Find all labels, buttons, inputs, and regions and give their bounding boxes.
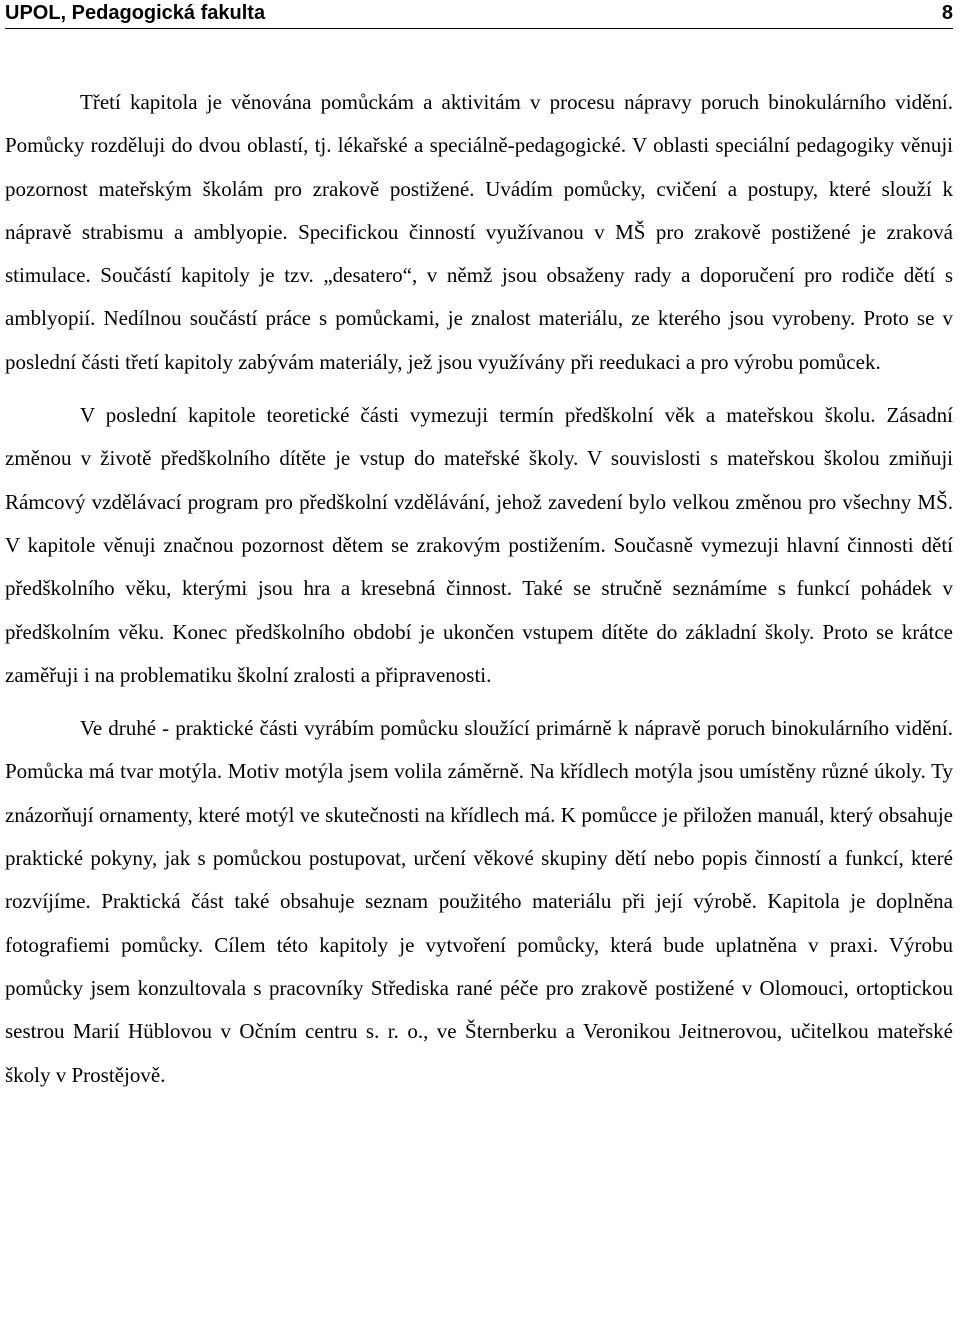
paragraph-last-chapter: V poslední kapitole teoretické části vymezuji termín předškolní věk a mateřskou školu. Zásadní změnou v životě předškolního dítěte je vstup do mateřské školy. V souvislosti s mateřskou školou zmiňuji Rámcový vzdělávací program pro předškolní vzdělávání, jehož zavedení bylo velkou změnou pro všechny MŠ. V kapitole věnuji značnou pozornost dětem se zrakovým postižením. Současně vymezuji hlavní činnosti dětí předškolního věku, kterými jsou hra a kresebná činnost. Také se stručně seznámíme s funkcí pohádek v předškolním věku. Konec předškolního období je ukončen vstupem dítěte do základní školy. Proto se krátce zaměřuji i na problematiku školní zralosti a připravenosti. xyxy=(5,403,953,687)
page-header xyxy=(5,0,953,29)
header-title: UPOL, Pedagogická fakulta xyxy=(5,2,266,24)
paragraph-chapter-three: Třetí kapitola je věnována pomůckám a aktivitám v procesu nápravy poruch binokulárního vidění. Pomůcky rozděluji do dvou oblastí, tj. lékařské a speciálně-pedagogické. V oblasti speciální pedagogiky věnuji pozornost mateřským školám pro zrakově postižené. Uvádím pomůcky, cvičení a postupy, které slouží k nápravě strabismu a amblyopie. Specifickou činností využívanou v MŠ pro zrakově postižené je zraková stimulace. Součástí kapitoly je tzv. „desatero“, v němž jsou obsaženy rady a doporučení pro rodiče dětí s amblyopií. Nedílnou součástí práce s pomůckami, je znalost materiálu, ze kterého jsou vyrobeny. Proto se v poslední části třetí kapitoly zabývám materiály, jež jsou využívány při reedukaci a pro výrobu pomůcek. xyxy=(5,90,953,374)
body-text xyxy=(5,81,953,1097)
page-number: 8 xyxy=(941,2,953,24)
paragraph-practical-part: Ve druhé - praktické části vyrábím pomůcku sloužící primárně k nápravě poruch binokulárního vidění. Pomůcka má tvar motýla. Motiv motýla jsem volila záměrně. Na křídlech motýla jsou umístěny různé úkoly. Ty znázorňují ornamenty, které motýl ve skutečnosti na křídlech má. K pomůcce je přiložen manuál, který obsahuje praktické pokyny, jak s pomůckou postupovat, určení věkové skupiny dětí nebo popis činností a funkcí, které rozvíjíme. Praktická část také obsahuje seznam použitého materiálu při její výrobě. Kapitola je doplněna fotografiemi pomůcky. Cílem této kapitoly je vytvoření pomůcky, která bude uplatněna v praxi. Výrobu pomůcky jsem konzultovala s pracovníky Střediska rané péče pro zrakově postižené v Olomouci, ortoptickou sestrou Marií Hüblovou v Očním centru s. r. o., ve Šternberku a Veronikou Jeitnerovou, učitelkou mateřské školy v Prostějově. xyxy=(5,716,953,1087)
